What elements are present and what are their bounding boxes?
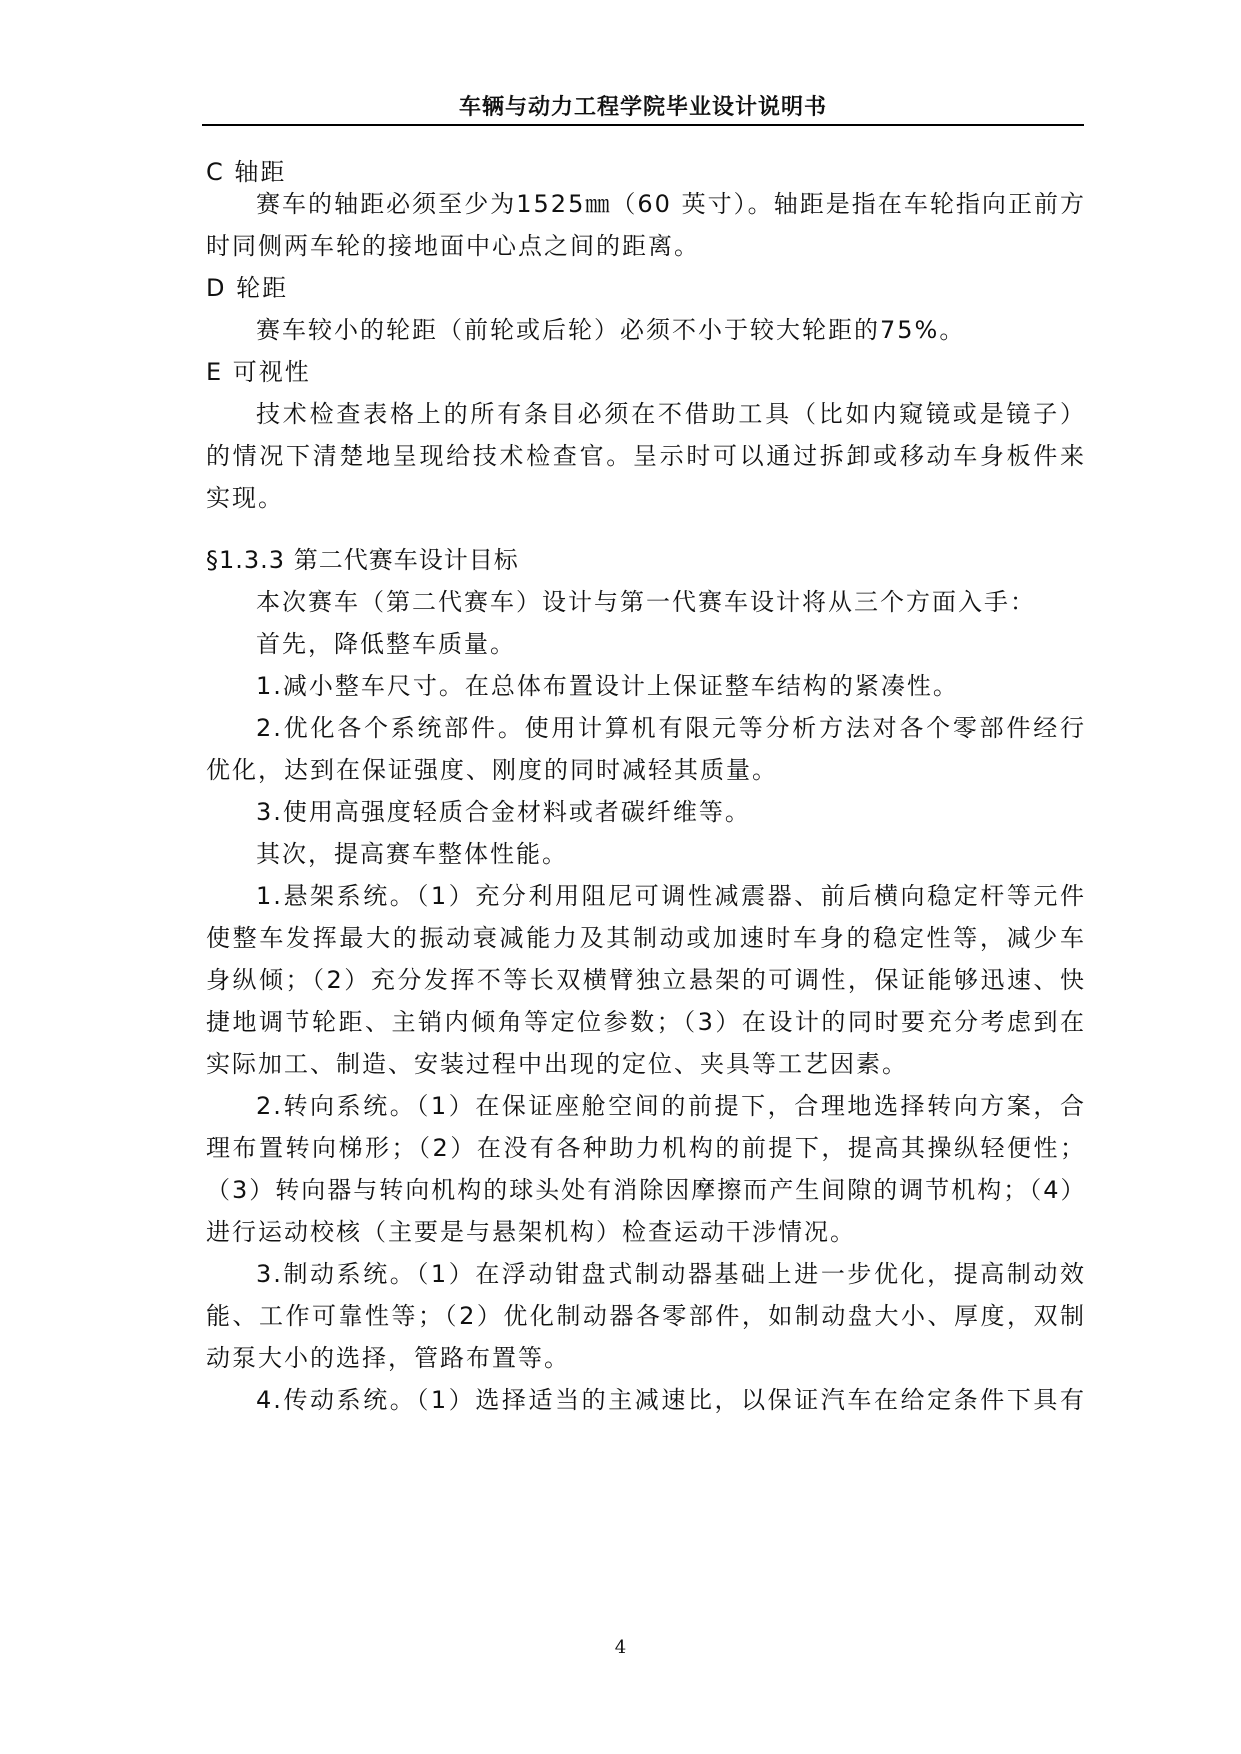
paragraph-line: 技术检查表格上的所有条目必须在不借助工具（比如内窥镜或是镜子） bbox=[256, 400, 1086, 428]
paragraph-line: 3.使用高强度轻质合金材料或者碳纤维等。 bbox=[256, 798, 751, 826]
paragraph-line: （3）转向器与转向机构的球头处有消除因摩擦而产生间隙的调节机构；（4） bbox=[206, 1176, 1087, 1204]
paragraph-line: 能、工作可靠性等；（2）优化制动器各零部件，如制动盘大小、厚度，双制 bbox=[206, 1302, 1086, 1330]
paragraph-line: 实现。 bbox=[206, 484, 284, 512]
paragraph-line: 1.减小整车尺寸。在总体布置设计上保证整车结构的紧凑性。 bbox=[256, 672, 959, 700]
paragraph-line: 实际加工、制造、安装过程中出现的定位、夹具等工艺因素。 bbox=[206, 1050, 908, 1078]
paragraph-line: 理布置转向梯形；（2）在没有各种助力机构的前提下，提高其操纵轻便性； bbox=[206, 1134, 1086, 1162]
paragraph-line: 赛车较小的轮距（前轮或后轮）必须不小于较大轮距的75%。 bbox=[256, 316, 966, 344]
header-title: 车辆与动力工程学院毕业设计说明书 bbox=[458, 95, 827, 120]
page-number: 4 bbox=[614, 1637, 627, 1658]
subheading-track: D 轮距 bbox=[206, 274, 289, 302]
paragraph-line: 4.传动系统。（1）选择适当的主减速比，以保证汽车在给定条件下具有 bbox=[256, 1386, 1086, 1414]
subheading-wheelbase: C 轴距 bbox=[206, 158, 287, 186]
paragraph-line: 2.优化各个系统部件。使用计算机有限元等分析方法对各个零部件经行 bbox=[256, 714, 1086, 742]
subheading-visibility: E 可视性 bbox=[206, 358, 311, 386]
paragraph-line: 使整车发挥最大的振动衰减能力及其制动或加速时车身的稳定性等，减少车 bbox=[206, 924, 1086, 952]
paragraph-line: 身纵倾；（2）充分发挥不等长双横臂独立悬架的可调性，保证能够迅速、快 bbox=[206, 966, 1086, 994]
paragraph-line: 3.制动系统。（1）在浮动钳盘式制动器基础上进一步优化，提高制动效 bbox=[256, 1260, 1086, 1288]
paragraph-line: 赛车的轴距必须至少为1525㎜（60 英寸）。轴距是指在车轮指向正前方 bbox=[256, 190, 1086, 218]
section-heading: §1.3.3 第二代赛车设计目标 bbox=[206, 546, 519, 574]
paragraph-line: 时同侧两车轮的接地面中心点之间的距离。 bbox=[206, 232, 700, 260]
paragraph-line: 进行运动校核（主要是与悬架机构）检查运动干涉情况。 bbox=[206, 1218, 856, 1246]
paragraph-line: 其次，提高赛车整体性能。 bbox=[256, 840, 568, 868]
paragraph-line: 1.悬架系统。（1）充分利用阻尼可调性减震器、前后横向稳定杆等元件 bbox=[256, 882, 1086, 910]
paragraph-line: 捷地调节轮距、主销内倾角等定位参数；（3）在设计的同时要充分考虑到在 bbox=[206, 1008, 1086, 1036]
paragraph-line: 优化，达到在保证强度、刚度的同时减轻其质量。 bbox=[206, 756, 778, 784]
page-header bbox=[202, 84, 1084, 126]
paragraph-line: 首先，降低整车质量。 bbox=[256, 630, 516, 658]
paragraph-line: 的情况下清楚地呈现给技术检查官。呈示时可以通过拆卸或移动车身板件来 bbox=[206, 442, 1086, 470]
paragraph-line: 2.转向系统。（1）在保证座舱空间的前提下，合理地选择转向方案，合 bbox=[256, 1092, 1086, 1120]
paragraph-line: 动泵大小的选择，管路布置等。 bbox=[206, 1344, 570, 1372]
paragraph-line: 本次赛车（第二代赛车）设计与第一代赛车设计将从三个方面入手： bbox=[256, 588, 1036, 616]
